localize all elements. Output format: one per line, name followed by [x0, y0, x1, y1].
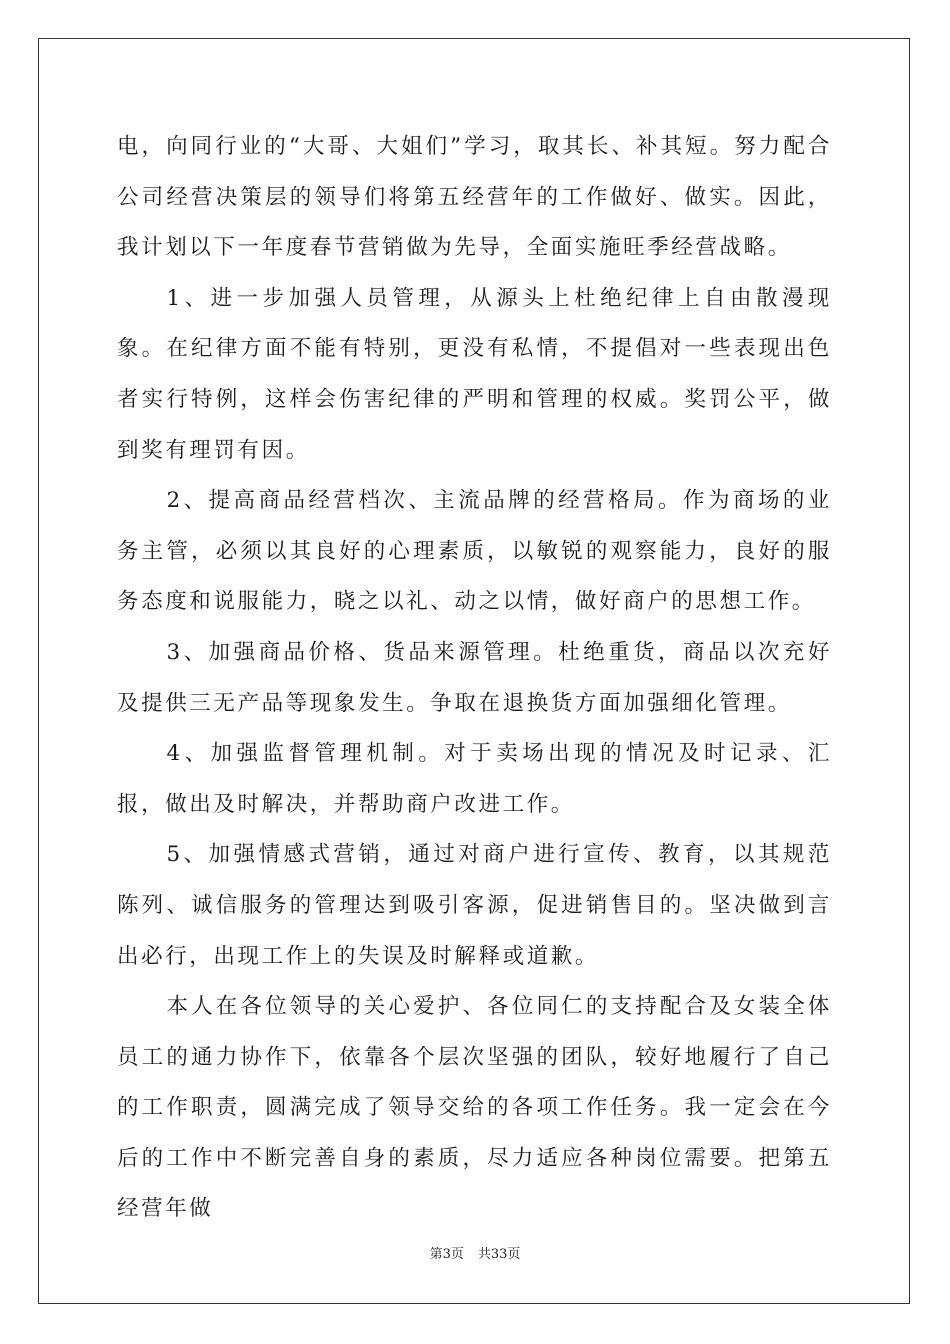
paragraph-5: 4、加强监督管理机制。对于卖场出现的情况及时记录、汇报，做出及时解决，并帮助商户改进工作。	[117, 741, 832, 817]
paragraph-3: 2、提高商品经营档次、主流品牌的经营格局。作为商场的业务主管，必须以其良好的心理素质，以敏锐的观察能力，良好的服务态度和说服能力，晓之以礼、动之以情，做好商户的思想工作。	[117, 488, 832, 615]
paragraph-1: 电，向同行业的“大哥、大姐们”学习，取其长、补其短。努力配合公司经营决策层的领导们将第五经营年的工作做好、做实。因此，我计划以下一年度春节营销做为先导，全面实施旺季经营战略。	[117, 134, 832, 261]
paragraph-7: 本人在各位领导的关心爱护、各位同仁的支持配合及女装全体员工的通力协作下，依靠各个层次坚强的团队，较好地履行了自己的工作职责，圆满完成了领导交给的各项工作任务。我一定会在今后的工作中不断完善自身的素质，尽力适应各种岗位需要。把第五经营年做	[117, 994, 832, 1222]
document-body	[117, 122, 832, 1235]
page-footer	[0, 1243, 950, 1262]
page-number: 第3页	[429, 1247, 464, 1262]
page-total: 共33页	[477, 1247, 521, 1262]
paragraph-4: 3、加强商品价格、货品来源管理。杜绝重货，商品以次充好及提供三无产品等现象发生。争取在退换货方面加强细化管理。	[117, 639, 832, 716]
paragraph-6: 5、加强情感式营销，通过对商户进行宣传、教育，以其规范陈列、诚信服务的管理达到吸引客源，促进销售目的。坚决做到言出必行，出现工作上的失误及时解释或道歉。	[117, 842, 832, 969]
paragraph-2: 1、进一步加强人员管理，从源头上杜绝纪律上自由散漫现象。在纪律方面不能有特别，更没有私情，不提倡对一些表现出色者实行特例，这样会伤害纪律的严明和管理的权威。奖罚公平，做到奖有理罚有因。	[117, 285, 832, 463]
